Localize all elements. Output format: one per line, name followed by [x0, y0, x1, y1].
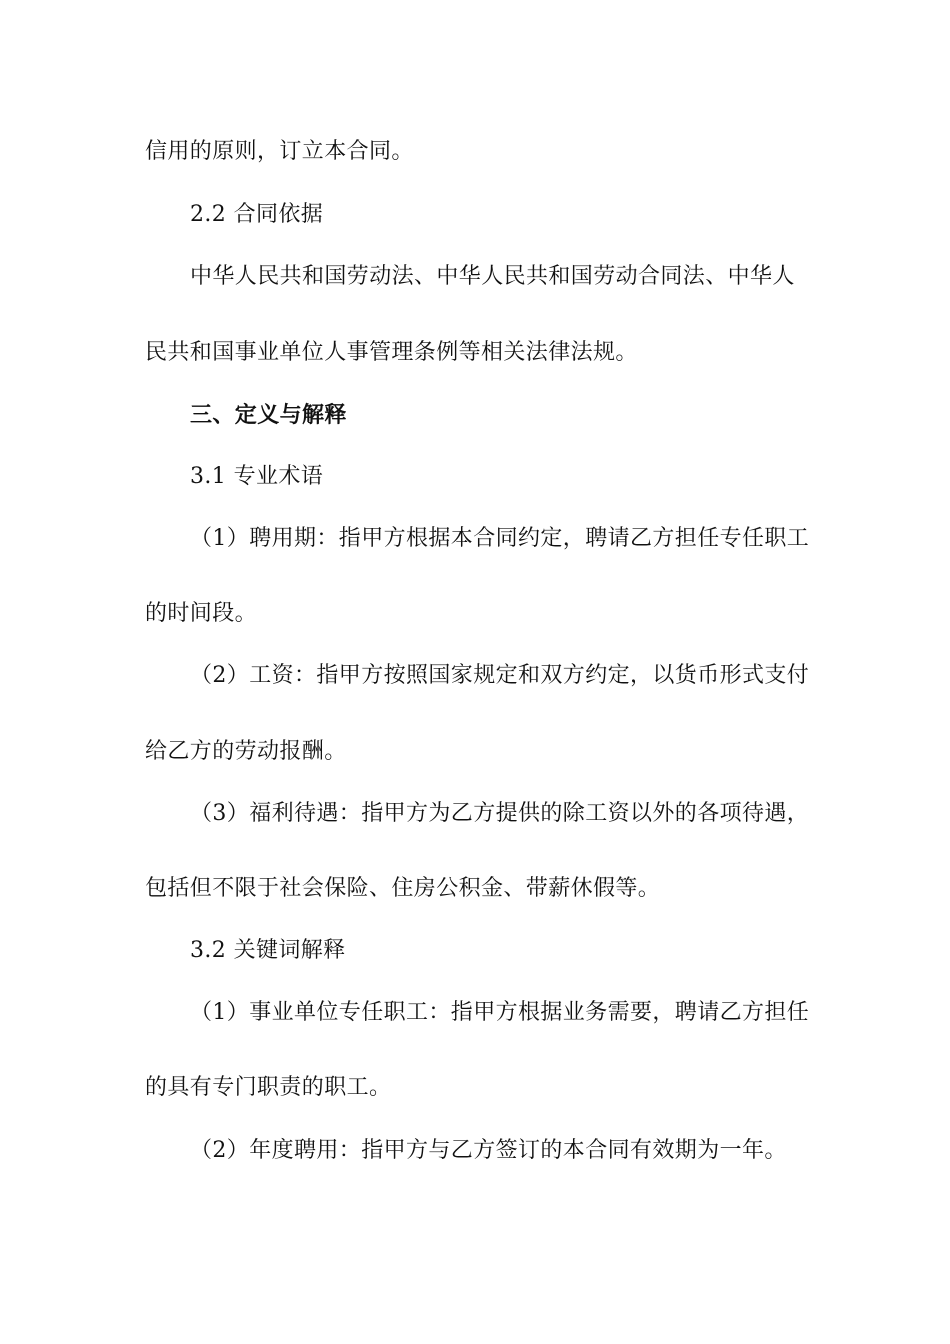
- keyword-2-line-1: （2）年度聘用：指甲方与乙方签订的本合同有效期为一年。: [190, 1138, 787, 1163]
- term-2-line-2: 给乙方的劳动报酬。: [145, 739, 347, 764]
- term-1-line-1: （1）聘用期：指甲方根据本合同约定，聘请乙方担任专任职工: [190, 526, 810, 551]
- section-heading-3-2: 3.2 关键词解释: [190, 938, 346, 963]
- section-heading-2-2: 2.2 合同依据: [190, 202, 324, 227]
- term-3-line-2: 包括但不限于社会保险、住房公积金、带薪休假等。: [145, 876, 661, 901]
- term-2-line-1: （2）工资：指甲方按照国家规定和双方约定，以货币形式支付: [190, 663, 810, 688]
- chapter-heading-3: 三、定义与解释: [190, 402, 347, 428]
- paragraph-legal-basis-line-1: 中华人民共和国劳动法、中华人民共和国劳动合同法、中华人: [190, 264, 795, 289]
- term-1-line-2: 的时间段。: [145, 601, 258, 626]
- keyword-1-line-2: 的具有专门职责的职工。: [145, 1075, 392, 1100]
- keyword-1-line-1: （1）事业单位专任职工：指甲方根据业务需要，聘请乙方担任: [190, 1000, 810, 1025]
- paragraph-continuation: 信用的原则，订立本合同。: [145, 139, 414, 164]
- paragraph-legal-basis-line-2: 民共和国事业单位人事管理条例等相关法律法规。: [145, 340, 638, 365]
- term-3-line-1: （3）福利待遇：指甲方为乙方提供的除工资以外的各项待遇，: [190, 801, 810, 826]
- section-heading-3-1: 3.1 专业术语: [190, 464, 324, 489]
